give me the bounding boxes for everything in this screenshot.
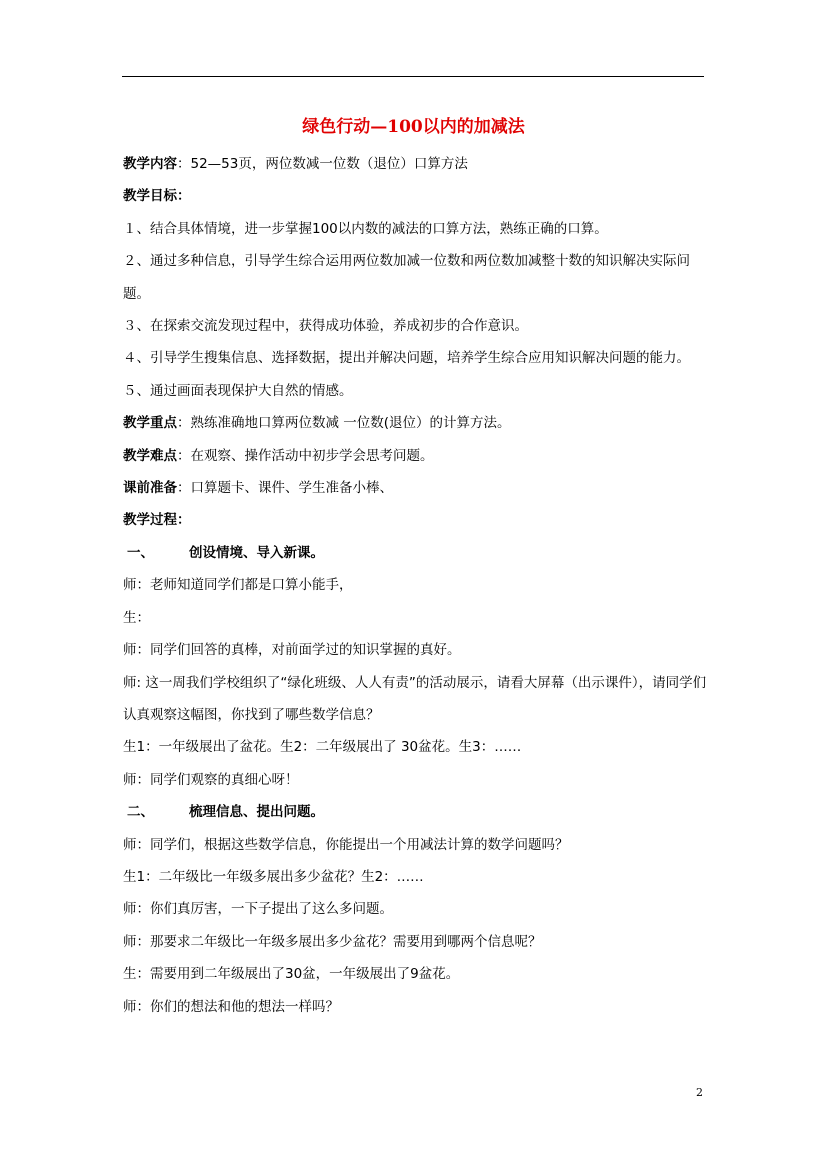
dialogue-line: 生： [123, 609, 150, 626]
dialogue-line: 生1：一年级展出了盆花。生2：二年级展出了 30盆花。生3：…… [123, 739, 522, 756]
key-point-label: 教学重点 [123, 415, 177, 432]
preparation-text: ：口算题卡、课件、学生准备小棒、 [177, 480, 393, 497]
dialogue-line: 师：那要求二年级比一年级多展出多少盆花？需要用到哪两个信息呢？ [123, 933, 542, 950]
teaching-content [123, 148, 709, 180]
goal-item: ４、引导学生搜集信息、选择数据，提出并解决问题，培养学生综合应用知识解决问题的能力。 [123, 350, 690, 367]
process-heading: 教学过程： [123, 512, 191, 529]
preparation-label: 课前准备 [123, 480, 177, 497]
goal-item: ２、通过多种信息，引导学生综合运用两位数加减一位数和两位数加减整十数的知识解决实际问题。 [123, 253, 690, 302]
dialogue-line: 生1：二年级比一年级多展出多少盆花？生2：…… [123, 868, 424, 885]
section-1-number: 一、 [127, 544, 154, 561]
dialogue-line: 师：你们真厉害，一下子提出了这么多问题。 [123, 901, 393, 918]
page-number: 2 [696, 1086, 703, 1099]
preparation [123, 472, 709, 504]
dialogue-line: 师：同学们回答的真棒，对前面学过的知识掌握的真好。 [123, 642, 461, 659]
section-2-heading [123, 796, 709, 828]
document-body [123, 148, 709, 1023]
key-point [123, 407, 709, 439]
difficulty-label: 教学难点 [123, 447, 177, 464]
teaching-content-text: ：52—53页，两位数减一位数（退位）口算方法 [177, 156, 468, 172]
section-1-title: 创设情境、导入新课。 [189, 544, 324, 561]
dialogue-line: 师: 这一周我们学校组织了“绿化班级、人人有责”的活动展示，请看大屏幕（出示课件），请同学们认真观察这幅图，你找到了哪些数学信息？ [123, 674, 707, 723]
document-title: 绿色行动—100以内的加减法 [302, 117, 525, 137]
section-2-title: 梳理信息、提出问题。 [189, 804, 324, 821]
header-rule [122, 76, 704, 77]
section-1-heading [123, 537, 709, 569]
section-2-number: 二、 [127, 804, 154, 821]
goal-item: ５、通过画面表现保护大自然的情感。 [123, 382, 353, 399]
dialogue-line: 生：需要用到二年级展出了30盆，一年级展出了9盆花。 [123, 966, 460, 983]
teaching-content-label: 教学内容 [123, 156, 177, 172]
difficulty-text: ：在观察、操作活动中初步学会思考问题。 [177, 447, 434, 464]
dialogue-line: 师：同学们，根据这些数学信息，你能提出一个用减法计算的数学问题吗？ [123, 836, 569, 853]
dialogue-line: 师：同学们观察的真细心呀！ [123, 771, 299, 788]
difficulty [123, 440, 709, 472]
dialogue-line: 师：老师知道同学们都是口算小能手， [123, 577, 353, 594]
goals-heading: 教学目标： [123, 188, 191, 205]
key-point-text: ：熟练准确地口算两位数减 一位数(退位）的计算方法。 [177, 415, 511, 432]
goal-item: ３、在探索交流发现过程中，获得成功体验，养成初步的合作意识。 [123, 318, 528, 335]
goal-item: １、结合具体情境，进一步掌握100以内数的减法的口算方法，熟练正确的口算。 [123, 220, 608, 237]
dialogue-line: 师：你们的想法和他的想法一样吗？ [123, 998, 339, 1015]
